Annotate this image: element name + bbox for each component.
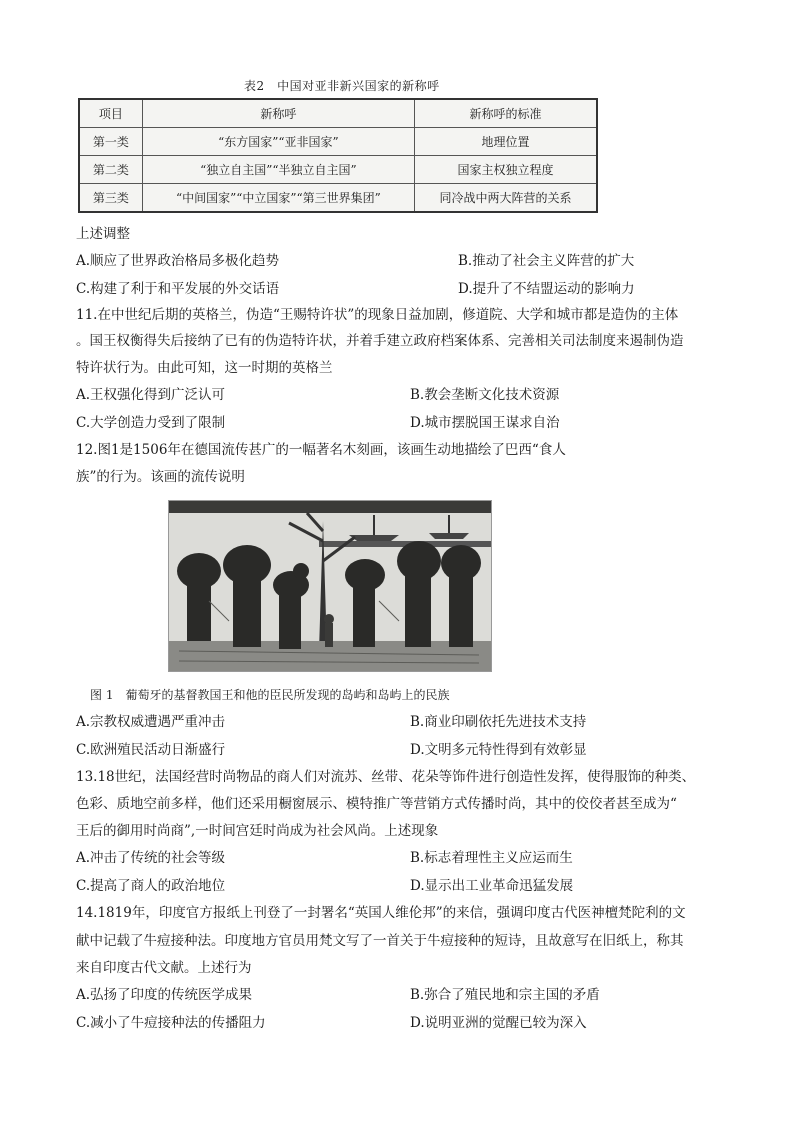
- q13-stem-line: 王后的御用时尚商”,一时间宫廷时尚成为社会风尚。上述现象: [76, 823, 439, 839]
- table-cell: 第一类: [79, 128, 142, 156]
- q11-option-b[interactable]: B.教会垄断文化技术资源: [410, 387, 560, 403]
- q12-stem-line: 12.图1是1506年在德国流传甚广的一幅著名木刻画，该画生动地描绘了巴西“食人: [76, 442, 566, 458]
- q14-stem-line: 14.1819年，印度官方报纸上刊登了一封署名“英国人维伦邦”的来信，强调印度古代医神檀梵陀利的文: [76, 905, 686, 921]
- q14-option-b[interactable]: B.弥合了殖民地和宗主国的矛盾: [410, 987, 600, 1003]
- q10-option-a[interactable]: A.顺应了世界政治格局多极化趋势: [76, 253, 280, 269]
- table-header-cell: 项目: [79, 99, 142, 128]
- q11-option-d[interactable]: D.城市摆脱国王谋求自治: [410, 415, 560, 431]
- table-cell: 同冷战中两大阵营的关系: [414, 184, 597, 213]
- q13-option-a[interactable]: A.冲击了传统的社会等级: [76, 850, 226, 866]
- q10-stem: 上述调整: [76, 226, 130, 242]
- q14-option-a[interactable]: A.弘扬了印度的传统医学成果: [76, 987, 253, 1003]
- q14-stem-line: 献中记载了牛痘接种法。印度地方官员用梵文写了一首关于牛痘接种的短诗，且故意写在旧纸上，称其: [76, 933, 684, 949]
- q12-option-b[interactable]: B.商业印刷依托先进技术支持: [410, 714, 587, 730]
- table-header-row: [79, 99, 597, 128]
- q12-option-c[interactable]: C.欧洲殖民活动日渐盛行: [76, 742, 226, 758]
- q14-stem-line: 来自印度古代文献。上述行为: [76, 960, 252, 976]
- q11-stem-line: 11.在中世纪后期的英格兰，伪造“王赐特许状”的现象日益加剧，修道院、大学和城市都是造伪的主体: [76, 307, 679, 323]
- table-header-cell: 新称呼的标准: [414, 99, 597, 128]
- new-names-table: [78, 98, 598, 213]
- q11-option-a[interactable]: A.王权强化得到广泛认可: [76, 387, 226, 403]
- figure-caption: 图 1 葡萄牙的基督教国王和他的臣民所发现的岛屿和岛屿上的民族: [90, 688, 450, 702]
- q13-stem-line: 13.18世纪，法国经营时尚物品的商人们对流苏、丝带、花朵等饰件进行创造性发挥，使得服饰的种类、: [76, 769, 696, 785]
- q14-option-c[interactable]: C.减小了牛痘接种法的传播阻力: [76, 1015, 266, 1031]
- table-row: [79, 156, 597, 184]
- table-cell: 国家主权独立程度: [414, 156, 597, 184]
- table-cell: 第三类: [79, 184, 142, 213]
- q13-option-d[interactable]: D.显示出工业革命迅猛发展: [410, 878, 574, 894]
- table-cell: “东方国家”“亚非国家”: [142, 128, 414, 156]
- q10-option-c[interactable]: C.构建了利于和平发展的外交话语: [76, 281, 280, 297]
- table-cell: “中间国家”“中立国家”“第三世界集团”: [142, 184, 414, 213]
- q10-option-d[interactable]: D.提升了不结盟运动的影响力: [458, 281, 635, 297]
- table-cell: 地理位置: [414, 128, 597, 156]
- table-caption: 表2 中国对亚非新兴国家的新称呼: [244, 79, 440, 93]
- table-row: [79, 184, 597, 213]
- table-cell: “独立自主国”“半独立自主国”: [142, 156, 414, 184]
- woodcut-illustration: [168, 500, 492, 672]
- woodcut-image: [169, 501, 491, 671]
- q14-option-d[interactable]: D.说明亚洲的觉醒已较为深入: [410, 1015, 587, 1031]
- table-row: [79, 128, 597, 156]
- q11-option-c[interactable]: C.大学创造力受到了限制: [76, 415, 226, 431]
- q13-option-b[interactable]: B.标志着理性主义应运而生: [410, 850, 573, 866]
- q12-option-a[interactable]: A.宗教权威遭遇严重冲击: [76, 714, 226, 730]
- q12-stem-line: 族”的行为。该画的流传说明: [76, 469, 245, 485]
- q11-stem-line: 特许状行为。由此可知，这一时期的英格兰: [76, 360, 333, 376]
- q13-option-c[interactable]: C.提高了商人的政治地位: [76, 878, 226, 894]
- q10-option-b[interactable]: B.推动了社会主义阵营的扩大: [458, 253, 635, 269]
- q11-stem-line: 。国王权衡得失后接纳了已有的伪造特许状，并着手建立政府档案体系、完善相关司法制度来遏制伪造: [76, 333, 684, 349]
- table-header-cell: 新称呼: [142, 99, 414, 128]
- q12-option-d[interactable]: D.文明多元特性得到有效彰显: [410, 742, 587, 758]
- table-cell: 第二类: [79, 156, 142, 184]
- q13-stem-line: 色彩、质地空前多样，他们还采用橱窗展示、模特推广等营销方式传播时尚，其中的佼佼者甚至成为“: [76, 796, 677, 812]
